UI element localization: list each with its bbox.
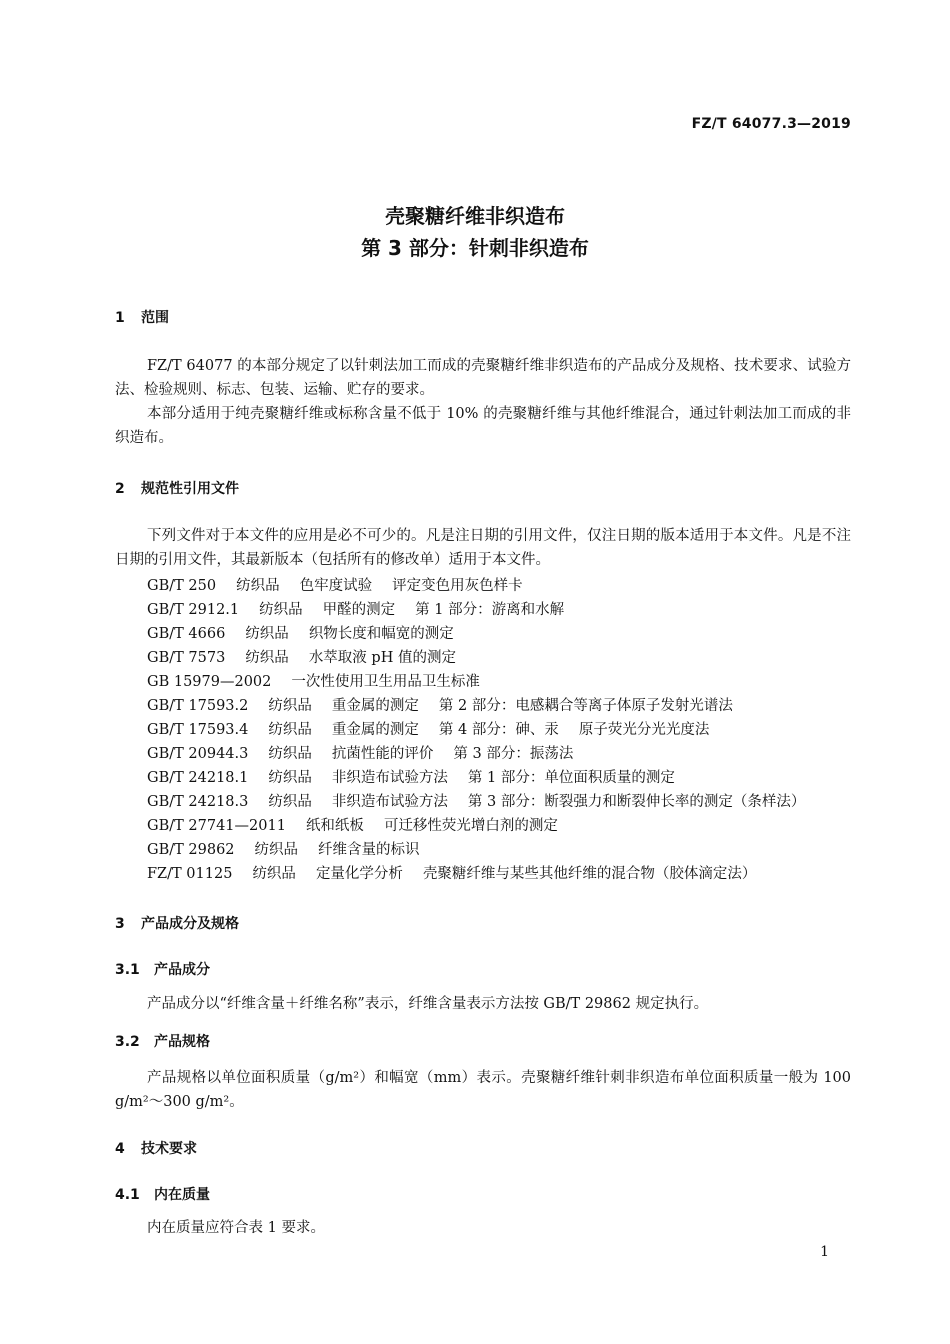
reference-field: GB/T 27741—2011 bbox=[147, 818, 286, 834]
reference-field: 第 3 部分：振荡法 bbox=[453, 746, 574, 762]
section-number: 4.1 bbox=[115, 1187, 140, 1203]
reference-field: GB/T 20944.3 bbox=[147, 746, 249, 762]
section-2-intro: 下列文件对于本文件的应用是必不可少的。凡是注日期的引用文件，仅注日期的版本适用于本文件。凡是不注日期的引用文件，其最新版本（包括所有的修改单）适用于本文件。 bbox=[115, 528, 851, 568]
reference-field: 纺织品 bbox=[268, 746, 312, 762]
reference-item bbox=[147, 622, 454, 643]
section-4-1-paragraph: 内在质量应符合表 1 要求。 bbox=[147, 1220, 325, 1236]
section-4-1-heading bbox=[115, 1184, 210, 1204]
reference-field: GB/T 7573 bbox=[147, 650, 226, 666]
section-title: 产品规格 bbox=[154, 1034, 210, 1050]
reference-field: 水萃取液 pH 值的测定 bbox=[308, 650, 456, 666]
section-number: 3 bbox=[115, 916, 125, 932]
reference-field: 纸和纸板 bbox=[305, 818, 364, 834]
section-number: 3.2 bbox=[115, 1034, 140, 1050]
reference-field: 第 4 部分：砷、汞 bbox=[438, 722, 559, 738]
reference-item bbox=[147, 574, 523, 595]
reference-field: 非织造布试验方法 bbox=[331, 794, 448, 810]
reference-field: 纺织品 bbox=[268, 698, 312, 714]
section-number: 3.1 bbox=[115, 962, 140, 978]
reference-item bbox=[147, 646, 456, 667]
section-1-paragraph-2: 本部分适用于纯壳聚糖纤维或标称含量不低于 10% 的壳聚糖纤维与其他纤维混合，通过针刺法加工而成的非织造布。 bbox=[115, 406, 851, 446]
standard-code: FZ/T 64077.3—2019 bbox=[691, 116, 851, 132]
reference-item bbox=[147, 742, 573, 763]
reference-item bbox=[147, 670, 480, 691]
section-3-2-heading bbox=[115, 1031, 210, 1051]
reference-item bbox=[147, 598, 564, 619]
reference-field: FZ/T 01125 bbox=[147, 866, 233, 882]
reference-field: 第 2 部分：电感耦合等离子体原子发射光谱法 bbox=[438, 698, 733, 714]
reference-field: GB/T 17593.2 bbox=[147, 698, 249, 714]
reference-field: 纺织品 bbox=[236, 578, 280, 594]
section-title: 内在质量 bbox=[154, 1187, 210, 1203]
document-title-line1: 壳聚糖纤维非织造布 bbox=[385, 204, 565, 228]
section-number: 2 bbox=[115, 481, 125, 497]
reference-field: 可迁移性荧光增白剂的测定 bbox=[383, 818, 558, 834]
reference-item bbox=[147, 694, 733, 715]
reference-field: 纺织品 bbox=[268, 722, 312, 738]
reference-field: GB/T 17593.4 bbox=[147, 722, 249, 738]
section-4-heading bbox=[115, 1138, 197, 1158]
reference-field: 纺织品 bbox=[268, 770, 312, 786]
section-3-2-paragraph: 产品规格以单位面积质量（g/m²）和幅宽（mm）表示。壳聚糖纤维针刺非织造布单位面积质量一般为 100 g/m²～300 g/m²。 bbox=[115, 1070, 851, 1110]
reference-field: 纺织品 bbox=[252, 866, 296, 882]
document-title-line2: 第 3 部分：针刺非织造布 bbox=[361, 236, 589, 260]
section-number: 4 bbox=[115, 1141, 125, 1157]
reference-field: 第 1 部分：单位面积质量的测定 bbox=[467, 770, 675, 786]
reference-field: GB/T 250 bbox=[147, 578, 217, 594]
reference-item bbox=[147, 814, 558, 835]
reference-item bbox=[147, 862, 756, 883]
reference-field: 重金属的测定 bbox=[331, 722, 419, 738]
section-1-paragraph-1: FZ/T 64077 的本部分规定了以针刺法加工而成的壳聚糖纤维非织造布的产品成分及规格、技术要求、试验方法、检验规则、标志、包装、运输、贮存的要求。 bbox=[115, 358, 851, 398]
section-title: 产品成分及规格 bbox=[141, 916, 239, 932]
reference-field: 纺织品 bbox=[245, 626, 289, 642]
reference-field: GB/T 24218.1 bbox=[147, 770, 249, 786]
reference-field: GB/T 2912.1 bbox=[147, 602, 240, 618]
section-3-1-paragraph: 产品成分以“纤维含量＋纤维名称”表示，纤维含量表示方法按 GB/T 29862 规定执行。 bbox=[147, 996, 709, 1012]
section-3-heading bbox=[115, 913, 239, 933]
reference-field: 壳聚糖纤维与某些其他纤维的混合物（胶体滴定法） bbox=[422, 866, 757, 882]
section-title: 技术要求 bbox=[141, 1141, 197, 1157]
reference-field: GB/T 24218.3 bbox=[147, 794, 249, 810]
reference-field: 原子荧光分光光度法 bbox=[578, 722, 710, 738]
section-title: 产品成分 bbox=[154, 962, 210, 978]
section-title: 规范性引用文件 bbox=[141, 481, 239, 497]
reference-field: 纺织品 bbox=[245, 650, 289, 666]
reference-field: GB 15979—2002 bbox=[147, 674, 272, 690]
reference-field: 重金属的测定 bbox=[331, 698, 419, 714]
reference-item bbox=[147, 766, 675, 787]
reference-item bbox=[147, 718, 709, 739]
reference-field: 纺织品 bbox=[259, 602, 303, 618]
reference-field: 非织造布试验方法 bbox=[331, 770, 448, 786]
reference-field: 色牢度试验 bbox=[299, 578, 373, 594]
reference-field: GB/T 4666 bbox=[147, 626, 226, 642]
reference-field: 抗菌性能的评价 bbox=[331, 746, 434, 762]
section-3-1-heading bbox=[115, 959, 210, 979]
reference-item bbox=[147, 838, 420, 859]
reference-field: 纤维含量的标识 bbox=[318, 842, 420, 858]
section-number: 1 bbox=[115, 310, 125, 326]
reference-item bbox=[147, 790, 805, 811]
reference-field: 第 1 部分：游离和水解 bbox=[415, 602, 565, 618]
reference-field: 第 3 部分：断裂强力和断裂伸长率的测定（条样法） bbox=[467, 794, 806, 810]
reference-field: 甲醛的测定 bbox=[322, 602, 396, 618]
reference-field: 织物长度和幅宽的测定 bbox=[308, 626, 454, 642]
section-2-heading bbox=[115, 478, 239, 498]
reference-field: 纺织品 bbox=[268, 794, 312, 810]
reference-field: 纺织品 bbox=[254, 842, 299, 858]
page-number: 1 bbox=[820, 1244, 829, 1260]
reference-field: GB/T 29862 bbox=[147, 842, 235, 858]
section-1-heading bbox=[115, 307, 169, 327]
section-title: 范围 bbox=[141, 310, 169, 326]
reference-field: 评定变色用灰色样卡 bbox=[392, 578, 523, 594]
reference-field: 定量化学分析 bbox=[315, 866, 403, 882]
reference-field: 一次性使用卫生用品卫生标准 bbox=[291, 674, 480, 690]
